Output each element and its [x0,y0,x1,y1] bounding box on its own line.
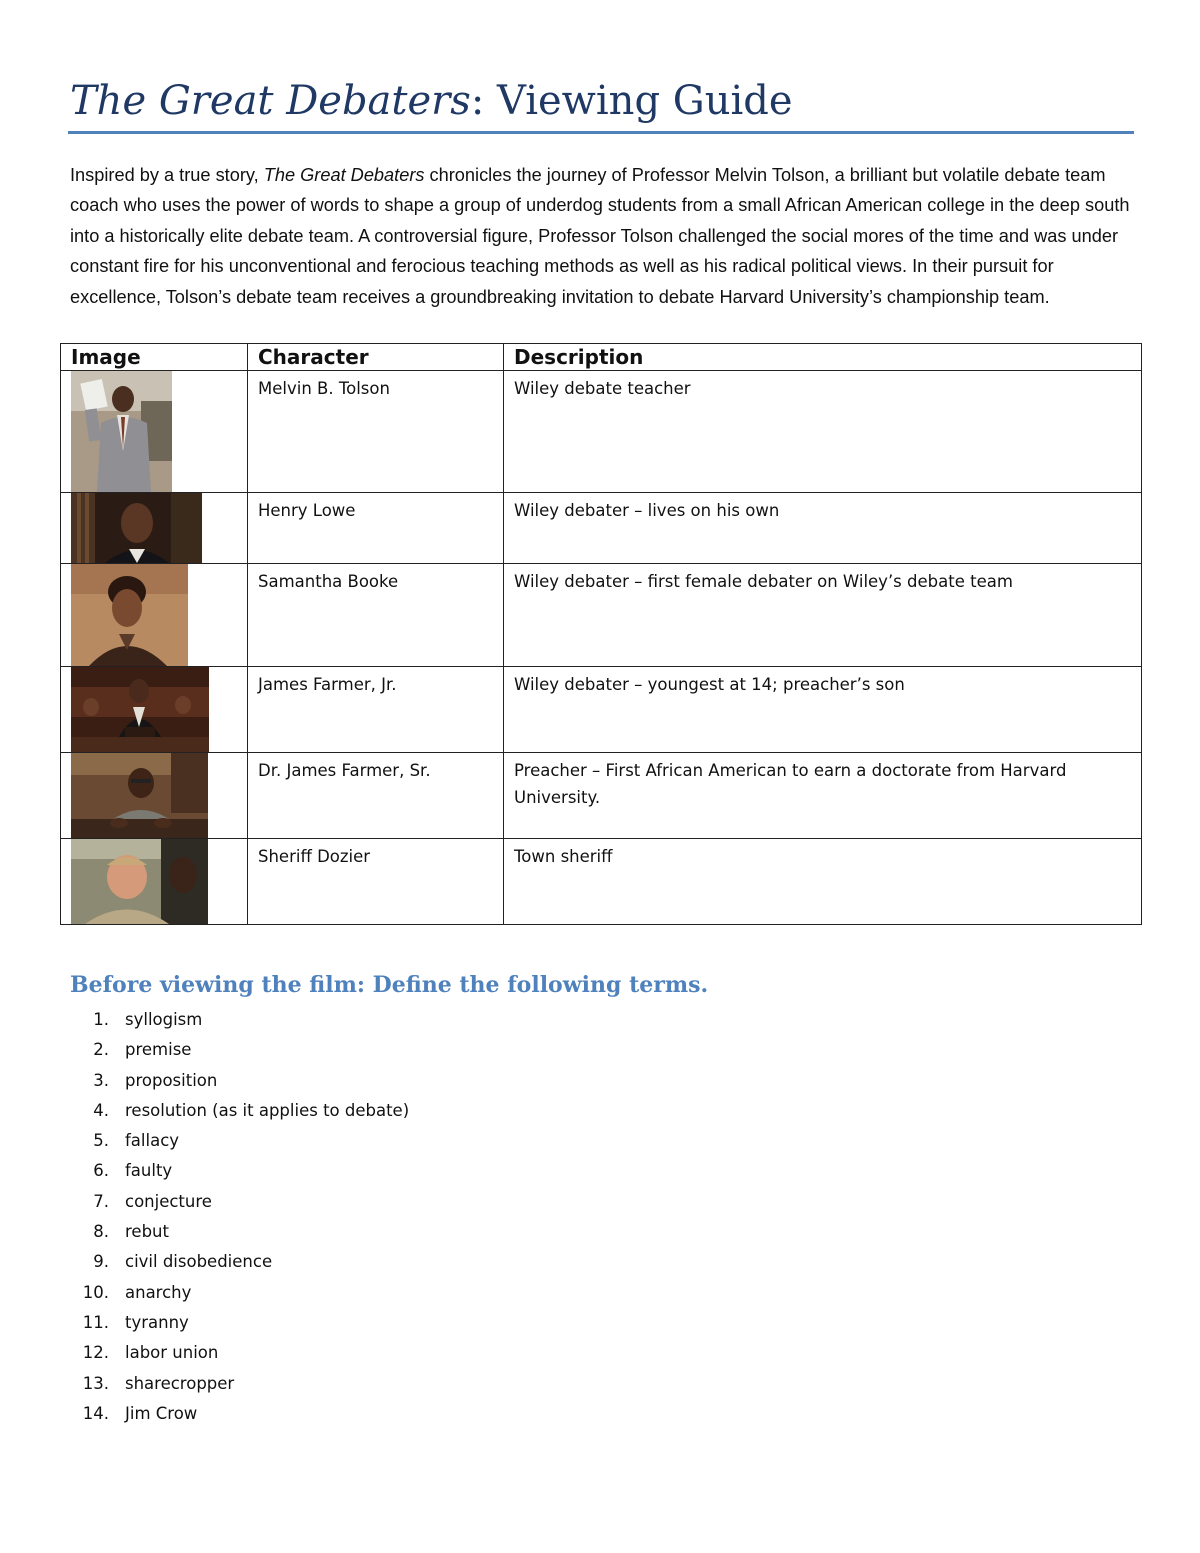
list-number: 1. [93,1010,109,1029]
table-row [61,493,1142,564]
term-text: sharecropper [125,1373,235,1393]
sheriff-dozier-photo [71,839,208,924]
character-description: Preacher – First African American to earn a doctorate from Harvard University. [504,753,1142,839]
table-row [61,753,1142,839]
character-description: Wiley debater – lives on his own [504,493,1142,564]
image-cell [61,753,248,839]
term-text: rebut [125,1222,169,1242]
film-title-italic: The Great Debaters [70,78,471,124]
list-item [70,1247,409,1277]
list-number: 9. [93,1252,109,1272]
table-header-row [61,344,1142,371]
image-cell [61,493,248,564]
tolson-photo [71,371,172,492]
character-description: Wiley debater – first female debater on Wiley’s debate team [504,564,1142,667]
table-row [61,371,1142,493]
list-number: 11. [82,1312,109,1332]
section-heading: Before viewing the film: Define the following terms. [70,972,709,998]
term-text: syllogism [125,1010,203,1029]
character-table [60,343,1142,925]
list-number: 12. [82,1343,109,1363]
character-description: Wiley debate teacher [504,371,1142,493]
character-description: Town sheriff [504,839,1142,925]
samantha-booke-photo [71,564,188,666]
terms-list [70,1005,409,1429]
list-number: 3. [93,1070,109,1090]
james-farmer-jr-photo [71,667,209,752]
list-number: 7. [93,1191,109,1211]
list-item [70,1338,409,1368]
henry-lowe-photo [71,493,202,563]
list-item [70,1187,409,1217]
term-text: tyranny [125,1312,189,1332]
character-name: Dr. James Farmer, Sr. [248,753,504,839]
list-number: 8. [93,1222,109,1242]
list-item [70,1278,409,1308]
character-name: Samantha Booke [248,564,504,667]
term-text: conjecture [125,1191,212,1211]
term-text: fallacy [125,1131,180,1151]
table-row [61,839,1142,925]
image-cell [61,564,248,667]
list-item [70,1217,409,1247]
table-row [61,564,1142,667]
image-cell [61,839,248,925]
list-item [70,1399,409,1429]
list-item [70,1096,409,1126]
header-character: Character [248,344,504,371]
title-underline [68,131,1134,134]
list-number: 4. [93,1100,109,1120]
list-number: 14. [82,1403,109,1423]
term-text: labor union [125,1343,219,1363]
image-cell [61,667,248,753]
term-text: premise [125,1040,192,1060]
character-name: Melvin B. Tolson [248,371,504,493]
list-number: 10. [82,1282,109,1302]
james-farmer-sr-photo [71,753,208,838]
term-text: anarchy [125,1282,192,1302]
intro-film-title: The Great Debaters [263,165,425,185]
page-title [70,74,793,128]
list-item [70,1156,409,1186]
intro-body: chronicles the journey of Professor Melvin Tolson, a brilliant but volatile debate team coach who uses the power of words to shape a group of underdog students from a small African American college in the deep south into a historically elite debate team. A controversial figure, Professor Tolson challenged the social mores of the time and was under constant fire for his unconventional and ferocious teaching methods as well as his radical political views. In their pursuit for excellence, Tolson’s debate team receives a groundbreaking invitation to debate Harvard University’s championship team. [70,165,1130,307]
list-item [70,1308,409,1338]
term-text: faulty [125,1161,173,1181]
character-name: James Farmer, Jr. [248,667,504,753]
list-item [70,1005,409,1035]
intro-paragraph [70,160,1140,312]
list-item [70,1369,409,1399]
image-cell [61,371,248,493]
term-text: proposition [125,1070,218,1090]
list-number: 6. [93,1161,109,1181]
character-description: Wiley debater – youngest at 14; preacher’s son [504,667,1142,753]
header-image: Image [61,344,248,371]
list-number: 5. [93,1131,109,1151]
term-text: resolution (as it applies to debate) [125,1100,410,1120]
character-name: Henry Lowe [248,493,504,564]
list-item [70,1035,409,1065]
intro-lead: Inspired by a true story, [70,165,264,185]
list-number: 2. [93,1040,109,1060]
term-text: civil disobedience [125,1252,273,1272]
header-description: Description [504,344,1142,371]
table-row [61,667,1142,753]
term-text: Jim Crow [125,1403,198,1423]
title-suffix: : Viewing Guide [470,78,793,124]
list-number: 13. [82,1373,109,1393]
character-name: Sheriff Dozier [248,839,504,925]
list-item [70,1066,409,1096]
list-item [70,1126,409,1156]
